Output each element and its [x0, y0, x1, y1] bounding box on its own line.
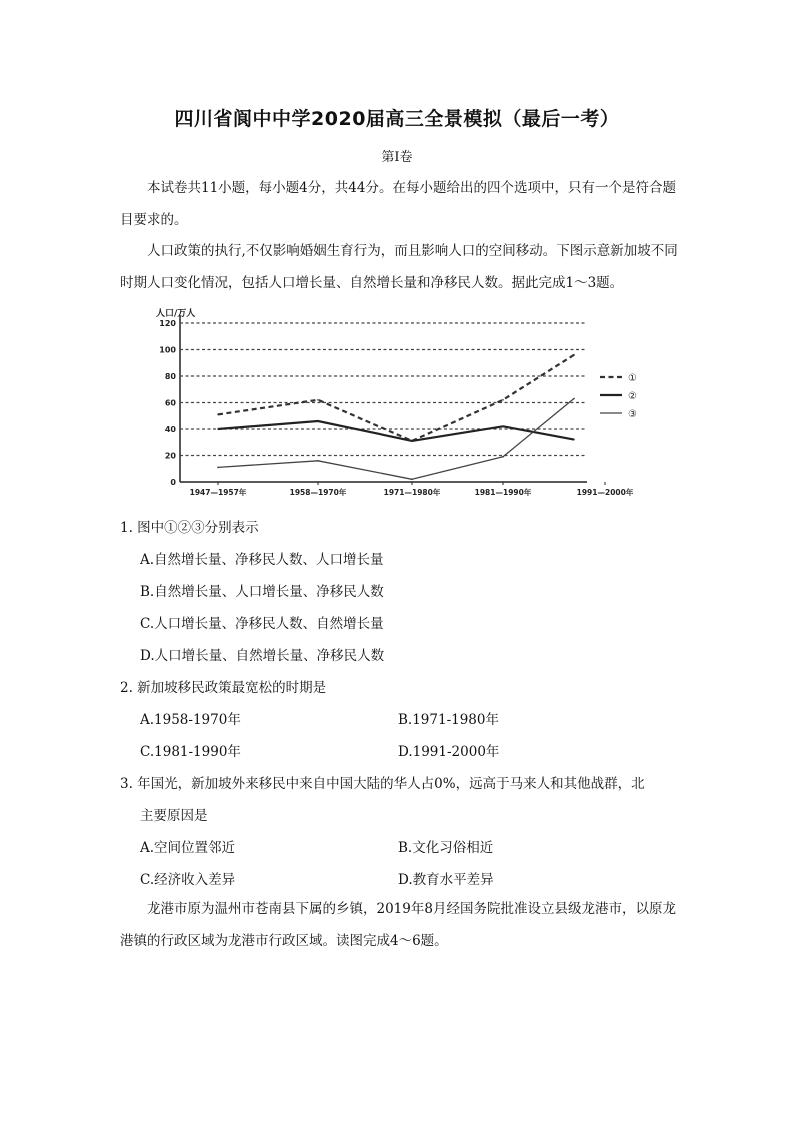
series-3-point-2	[411, 479, 413, 481]
material-paragraph-1: 人口政策的执行,不仅影响婚姻生育行为，而且影响人口的空间移动。下图示意新加坡不同时期人口变化情况，包括人口增长量、自然增长量和净移民人数。据此完成1～3题。	[120, 243, 678, 291]
y-axis-label: 人口/万人	[156, 309, 196, 319]
x-tick-label-1: 1958—1970年	[289, 488, 347, 497]
question-1-stem: 1. 图中①②③分别表示	[120, 520, 259, 536]
series-1-point-4	[573, 354, 575, 356]
question-2-option-c[interactable]: C.1981-1990年	[140, 744, 241, 760]
y-tick-label-100: 100	[159, 345, 176, 355]
series-1-point-0	[217, 414, 219, 416]
y-tick-label-0: 0	[170, 478, 176, 487]
question-3-option-b[interactable]: B.文化习俗相近	[398, 840, 494, 856]
series-1-point-1	[317, 399, 319, 401]
population-line-chart	[150, 305, 650, 505]
series-2-point-1	[317, 420, 319, 422]
series-3-point-0	[217, 467, 219, 469]
question-3-option-a[interactable]: A.空间位置邻近	[140, 840, 236, 856]
question-3-option-c[interactable]: C.经济收入差异	[140, 872, 236, 888]
question-1-option-c[interactable]: C.人口增长量、净移民人数、自然增长量	[140, 616, 384, 632]
material-paragraph-2: 龙港市原为温州市苍南县下属的乡镇，2019年8月经国务院批准设立县级龙港市，以原龙港镇的行政区域为龙港市行政区域。读图完成4～6题。	[120, 901, 676, 949]
question-2-option-a[interactable]: A.1958-1970年	[140, 712, 241, 728]
section-label: 第Ⅰ卷	[381, 150, 413, 165]
series-line-1	[218, 355, 574, 441]
legend-label-1: ①	[628, 373, 637, 384]
question-2-option-d[interactable]: D.1991-2000年	[398, 744, 500, 760]
series-2-point-4	[573, 439, 575, 441]
legend-label-3: ③	[628, 409, 637, 420]
x-tick-label-2: 1971—1980年	[383, 488, 441, 497]
y-tick-label-20: 20	[164, 451, 176, 461]
series-line-3	[218, 399, 574, 480]
legend-label-2: ②	[628, 391, 637, 402]
series-3-point-1	[317, 460, 319, 462]
question-3-option-d[interactable]: D.教育水平差异	[398, 872, 494, 888]
intro-paragraph: 本试卷共11小题，每小题4分，共44分。在每小题给出的四个选项中，只有一个是符合题目要求的。	[120, 180, 676, 228]
question-1-option-d[interactable]: D.人口增长量、自然增长量、净移民人数	[140, 648, 385, 664]
x-tick-label-3: 1981—1990年	[474, 488, 532, 497]
y-tick-label-80: 80	[164, 372, 176, 381]
page-title: 四川省阆中中学2020届高三全景模拟（最后一考）	[174, 108, 620, 130]
series-3-point-4	[573, 398, 575, 400]
y-tick-label-60: 60	[164, 398, 176, 408]
y-tick-label-40: 40	[164, 425, 176, 434]
question-2-option-b[interactable]: B.1971-1980年	[398, 712, 499, 728]
question-2-stem: 2. 新加坡移民政策最宽松的时期是	[120, 680, 327, 696]
x-tick-label-0: 1947—1957年	[189, 488, 247, 497]
series-line-2	[218, 421, 574, 441]
series-3-point-3	[502, 456, 504, 458]
question-1-option-a[interactable]: A.自然增长量、净移民人数、人口增长量	[140, 552, 384, 568]
question-1-option-b[interactable]: B.自然增长量、人口增长量、净移民人数	[140, 584, 384, 600]
question-3-stem: 3. 年国光，新加坡外来移民中来自中国大陆的华人占0%，远高于马来人和其他战群，北	[120, 776, 645, 792]
y-tick-label-120: 120	[159, 319, 176, 328]
question-3-stem-line2: 主要原因是	[140, 808, 208, 824]
series-2-point-3	[502, 426, 504, 428]
x-tick-label-4: 1991—2000年	[576, 488, 634, 497]
series-1-point-3	[502, 399, 504, 401]
series-2-point-0	[217, 428, 219, 430]
series-2-point-2	[411, 440, 413, 442]
